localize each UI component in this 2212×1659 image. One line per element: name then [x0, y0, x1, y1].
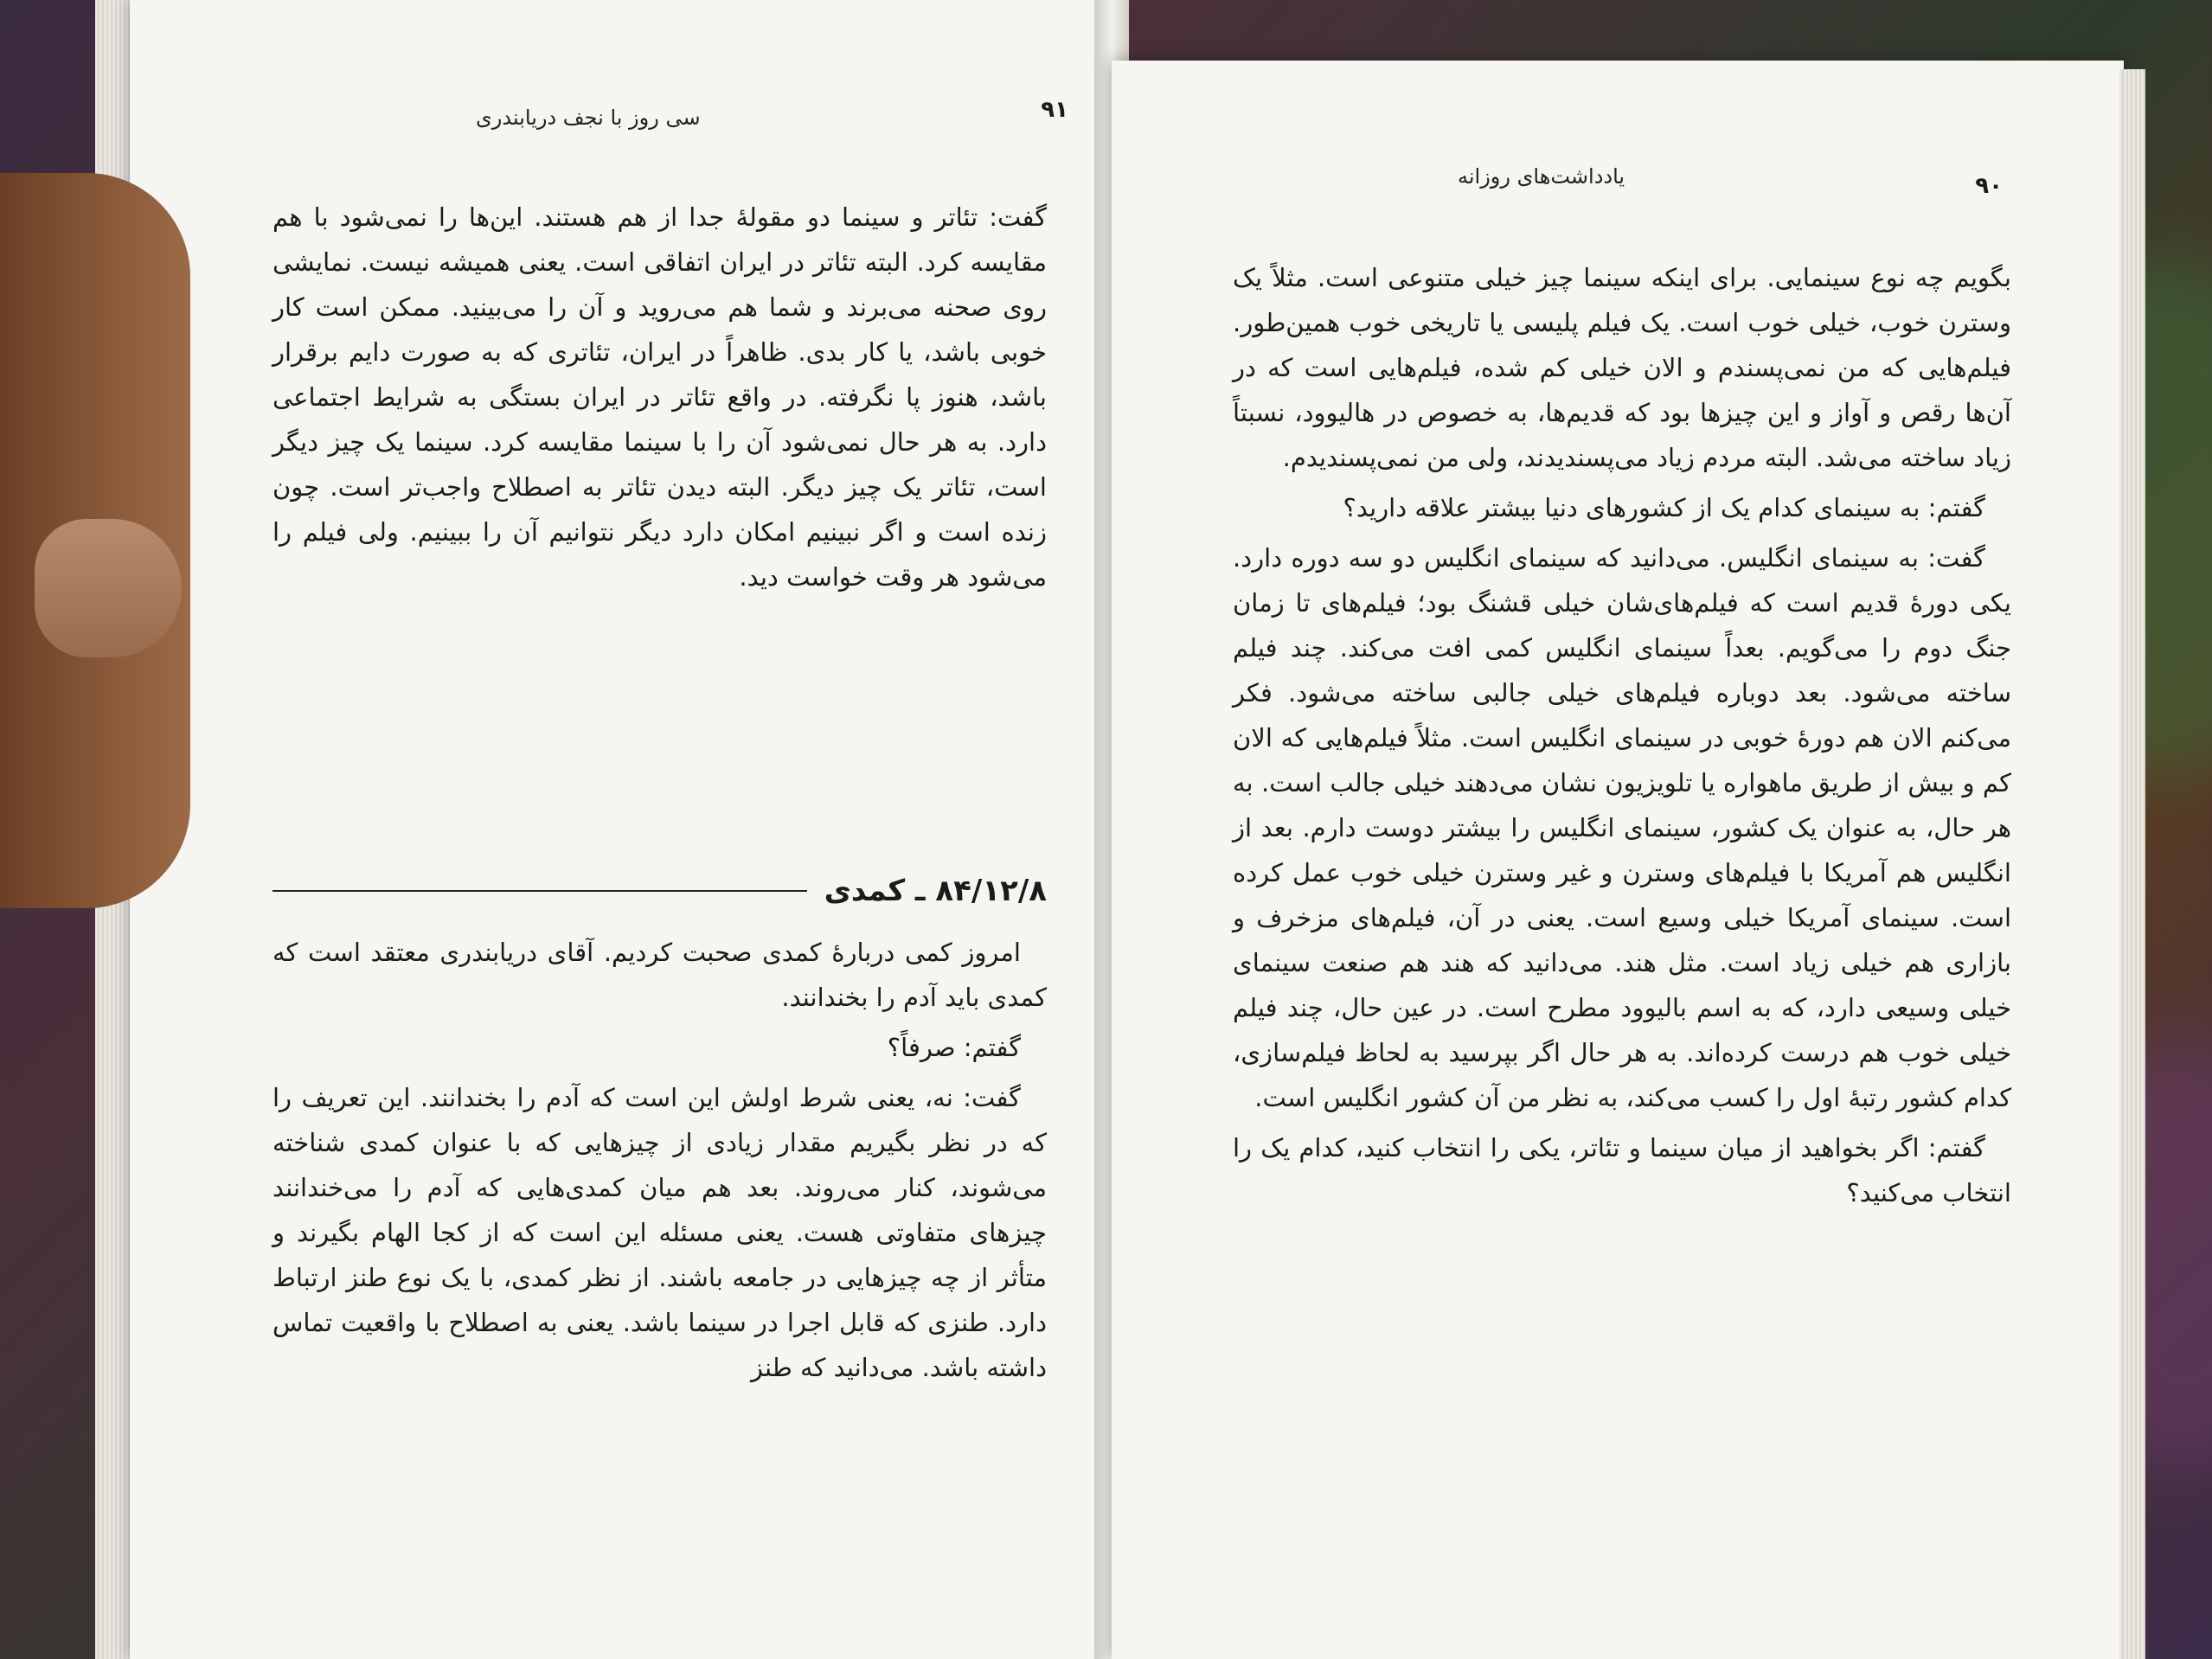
page-edges-right: [2119, 69, 2145, 1659]
paragraph: گفت: تئاتر و سینما دو مقولهٔ جدا از هم هستند. این‌ها را نمی‌شود با هم مقایسه کرد. البته تئاتر در ایران اتفاقی است. یعنی همیشه نیست. نمایشی روی صحنه می‌برند و شما هم می‌روید و آن را می‌بینید. ممکن است کار خوبی باشد، یا کار بدی. ظاهراً در ایران، تئاتری که به صورت دایم برقرار باشد، هنوز پا نگرفته. در واقع تئاتر در ایران بستگی به شرایط اجتماعی دارد. به هر حال نمی‌شود آن را با سینما مقایسه کرد. سینما یک چیز دیگر است، تئاتر یک چیز دیگر. البته دیدن تئاتر به اصطلاح واجب‌تر است. چون زنده است و اگر نبینیم امکان دارد دیگر نتوانیم آن را ببینیم. ولی فیلم را می‌شود هر وقت خواست دید.: [272, 202, 1047, 592]
body-text-bottom: [272, 930, 1047, 1395]
paragraph: بگویم چه نوع سینمایی. برای اینکه سینما چیز خیلی متنوعی است. مثلاً یک وسترن خوب، خیلی خوب است. یک فیلم پلیسی یا تاریخی خوب همین‌طور. فیلم‌هایی که من نمی‌پسندم و الان خیلی کم شده، فیلم‌هایی است که در آن‌ها رقص و آواز و این چیزها بود که قدیم‌ها، به خصوص در هالیوود، نسبتاً زیاد ساخته می‌شد. البته مردم زیاد می‌پسندیدند، ولی من نمی‌پسندیدم.: [1233, 263, 2011, 472]
running-header: یادداشت‌های روزانه: [1458, 164, 1625, 189]
paragraph: گفتم: به سینمای کدام یک از کشورهای دنیا بیشتر علاقه دارید؟: [1343, 493, 1985, 522]
paragraph: گفت: نه، یعنی شرط اولش این است که آدم را بخندانند. این تعریف را که در نظر بگیریم مقدار زیادی از چیزهایی که با عنوان کمدی شناخته می‌شوند، کنار می‌روند. بعد هم میان کمدی‌هایی که آدم را می‌خندانند چیزهای متفاوتی هست. یعنی مسئله این است که از کجا الهام بگیرند و متأثر از چه چیزهایی در جامعه باشند. از نظر کمدی، با یک نوع طنز ارتباط دارد. طنزی که قابل اجرا در سینما باشد. یعنی به اصطلاح با واقعیت تماس داشته باشد. می‌دانید که طنز: [272, 1083, 1047, 1382]
page-number: ۹۱: [1041, 97, 1068, 123]
paragraph: گفت: به سینمای انگلیس. می‌دانید که سینمای انگلیس دو سه دوره دارد. یکی دورهٔ قدیم است که فیلم‌های‌شان خیلی قشنگ بود؛ فیلم‌های تا زمان جنگ دوم را می‌گویم. بعداً سینمای انگلیس کمی افت می‌کند. چند فیلم ساخته می‌شود. بعد دوباره فیلم‌های خیلی جالبی ساخته می‌شود. فکر می‌کنم الان هم دورهٔ خوبی در سینمای انگلیس است. مثلاً فیلم‌هایی که الان کم و بیش از طریق ماهواره یا تلویزیون نشان می‌دهند خیلی جالب است. به هر حال، به عنوان یک کشور، سینمای انگلیس را بیشتر دوست دارم. بعد از انگلیس هم آمریکا با فیلم‌های وسترن و غیر وسترن خیلی خوب عمل کرده است. سینمای آمریکا خیلی وسیع است. یعنی در آن، فیلم‌های مزخرف و بازاری هم خیلی زیاد است. مثل هند. می‌دانید که هند هم صنعت سینمای خیلی وسیعی دارد، که به اسم بالیوود مطرح است. در عین حال، چند فیلم خیلی خوب هم درست کرده‌اند. به هر حال اگر بپرسید به لحاظ فیلم‌سازی، کدام کشور رتبهٔ اول را کسب می‌کند، به نظر من آن کشور انگلیس است.: [1233, 543, 2011, 1112]
heading-rule: [272, 890, 807, 892]
paragraph: گفتم: اگر بخواهید از میان سینما و تئاتر، یکی را انتخاب کنید، کدام یک را انتخاب می‌کنید؟: [1233, 1133, 2011, 1207]
section-heading: [272, 874, 1047, 908]
paragraph: امروز کمی دربارهٔ کمدی صحبت کردیم. آقای دریابندری معتقد است که کمدی باید آدم را بخندانند.: [272, 938, 1047, 1012]
body-text: [1233, 255, 2011, 1220]
page-number: ۹۰: [1975, 173, 2003, 199]
running-header: سی روز با نجف دریابندری: [476, 106, 701, 130]
section-title: ۸۴/۱۲/۸ ـ کمدی: [824, 874, 1047, 908]
thumb: [35, 519, 182, 657]
paragraph: گفتم: صرفاً؟: [887, 1033, 1021, 1062]
body-text-top: [272, 195, 1047, 605]
right-page: [1112, 61, 2124, 1659]
left-page: [130, 0, 1105, 1659]
